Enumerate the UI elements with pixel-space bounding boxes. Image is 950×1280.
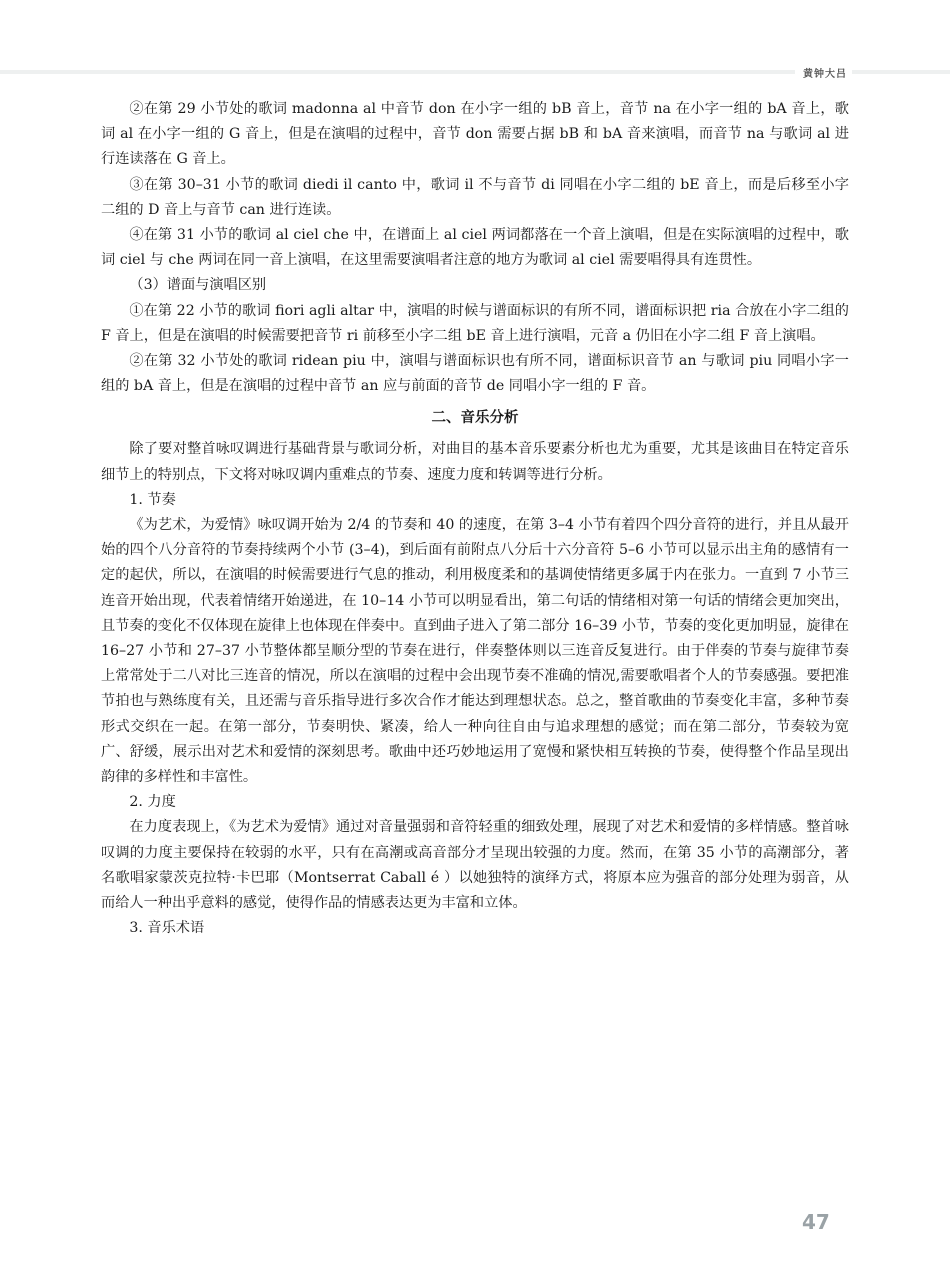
subheading: （3）谱面与演唱区别 [129,277,267,294]
section-heading: 二、音乐分析 [431,409,519,427]
header-rule-left [0,70,795,74]
subheading-terms: 3. 音乐术语 [129,920,205,937]
subheading-rhythm: 1. 节奏 [129,491,176,508]
subheading-dynamics: 2. 力度 [129,794,176,811]
paragraph: ①在第 22 小节的歌词 fiori agli altar 中，演唱的时候与谱面标识的有所不同，谱面标识把 ria 合放在小字二组的 F 音上，但是在演唱的时候需要把音节 ri 前移至小字二组 bE 音上进行演唱，元音 a 仍旧在小字二组 F 音上演唱。 [101,302,849,344]
page-number: 47 [802,1210,830,1234]
paragraph: ②在第 32 小节处的歌词 ridean piu 中，演唱与谱面标识也有所不同，谱面标识音节 an 与歌词 piu 同唱小字一组的 bA 音上，但是在演唱的过程中音节 an 应与前面的音节 de 同唱小字一组的 F 音。 [101,353,849,395]
article-body [101,97,849,942]
paragraph: ③在第 30–31 小节的歌词 diedi il canto 中，歌词 il 不与音节 di 同唱在小字二组的 bE 音上，而是后移至小字二组的 D 音上与音节 can 进行连读。 [101,176,849,218]
paragraph: 除了要对整首咏叹调进行基础背景与歌词分析，对曲目的基本音乐要素分析也尤为重要，尤其是该曲目在特定音乐细节上的特别点，下文将对咏叹调内重难点的节奏、速度力度和转调等进行分析。 [101,441,849,483]
paragraph: ④在第 31 小节的歌词 al ciel che 中，在谱面上 al ciel 两词都落在一个音上演唱，但是在实际演唱的过程中，歌词 ciel 与 che 两词在同一音上演唱，在这里需要演唱者注意的地方为歌词 al ciel 需要唱得具有连贯性。 [101,227,849,269]
paragraph: 在力度表现上，《为艺术为爱情》通过对音量强弱和音符轻重的细致处理，展现了对艺术和爱情的多样情感。整首咏叹调的力度主要保持在较弱的水平，只有在高潮或高音部分才呈现出较强的力度。然而，在第 35 小节的高潮部分，著名歌唱家蒙茨克拉特·卡巴耶（Montserrat Caball é ）以她独特的演绎方式，将原本应为强音的部分处理为弱音，从而给人一种出乎意料的感觉，使得作品的情感表达更为丰富和立体。 [101,819,849,912]
paragraph: ②在第 29 小节处的歌词 madonna al 中音节 don 在小字一组的 bB 音上，音节 na 在小字一组的 bA 音上，歌词 al 在小字一组的 G 音上，但是在演唱的过程中，音节 don 需要占据 bB 和 bA 音来演唱，而音节 na 与歌词 al 进行连读落在 G 音上。 [101,101,849,168]
header-rule-right [852,70,950,74]
running-head: 黄钟大吕 [803,69,847,80]
paragraph: 《为艺术，为爱情》咏叹调开始为 2/4 的节奏和 40 的速度，在第 3–4 小节有着四个四分音符的进行，并且从最开始的四个八分音符的节奏持续两个小节 (3–4)，到后面有前附点八分后十六分音符 5–6 小节可以显示出主角的感情有一定的起伏，所以，在演唱的时候需要进行气息的推动，利用极度柔和的基调使情绪更多属于内在张力。一直到 7 小节三连音开始出现，代表着情绪开始递进，在 10–14 小节可以明显看出，第二句话的情绪相对第一句话的情绪会更加突出，且节奏的变化不仅体现在旋律上也体现在伴奏中。直到曲子进入了第二部分 16–39 小节，节奏的变化更加明显，旋律在 16–27 小节和 27–37 小节整体都呈顺分型的节奏在进行，伴奏整体则以三连音反复进行。由于伴奏的节奏与旋律节奏上常常处于二八对比三连音的情况，所以在演唱的过程中会出现节奏不准确的情况,需要歌唱者个人的节奏感强。要把准节拍也与熟练度有关，且还需与音乐指导进行多次合作才能达到理想状态。总之，整首歌曲的节奏变化丰富，多种节奏形式交织在一起。在第一部分，节奏明快、紧凑，给人一种向往自由与追求理想的感觉；而在第二部分，节奏较为宽广、舒缓，展示出对艺术和爱情的深刻思考。歌曲中还巧妙地运用了宽慢和紧快相互转换的节奏，使得整个作品呈现出韵律的多样性和丰富性。 [101,517,849,786]
